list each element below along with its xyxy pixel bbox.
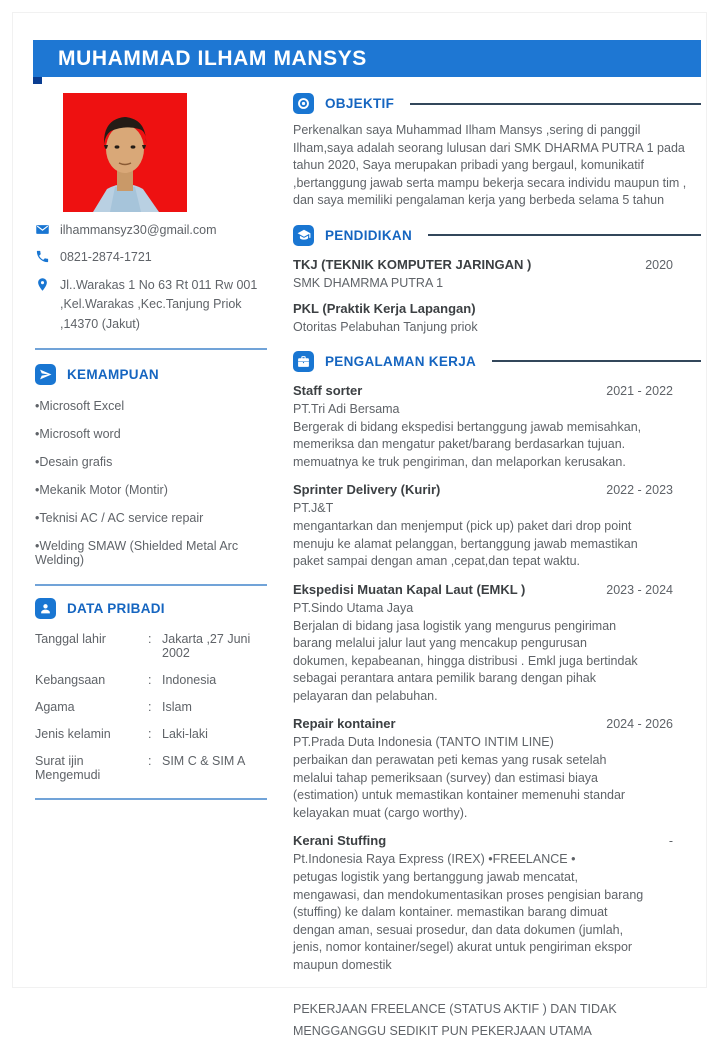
section-rule [492, 360, 701, 362]
personal-row [35, 632, 267, 660]
job-company: Pt.Indonesia Raya Express (IREX) •FREELANCE • [293, 852, 576, 866]
personal-label: Kebangsaan [35, 672, 106, 687]
email-value: ilhammansyz30@gmail.com [60, 223, 217, 237]
skills-section-title: KEMAMPUAN [67, 366, 159, 382]
personal-value: Jakarta ,27 Juni 2002 [162, 631, 251, 660]
location-pin-icon [35, 277, 50, 292]
address-value: Jl..Warakas 1 No 63 Rt 011 Rw 001 ,Kel.Warakas ,Kec.Tanjung Priok ,14370 (Jakut) [60, 277, 258, 331]
contact-phone-row [35, 248, 267, 267]
contact-block [35, 221, 267, 334]
skill-item: •Microsoft word [35, 426, 121, 441]
job-company: PT.Sindo Utama Jaya [293, 600, 414, 615]
personal-label: Jenis kelamin [35, 726, 111, 741]
left-column [35, 93, 267, 800]
personal-row [35, 727, 267, 741]
colon: : [148, 753, 152, 768]
skill-item: •Microsoft Excel [35, 398, 125, 413]
colon: : [148, 672, 152, 687]
divider [35, 798, 267, 800]
personal-label: Agama [35, 699, 75, 714]
personal-label: Tanggal lahir [35, 631, 106, 646]
job-description: Bergerak di bidang ekspedisi bertanggung jawab memisahkan, memeriksa dan mengatur paket/barang berdasarkan tujuan. memuatnya ke truk pengiriman, dan melaporkan kerusakan. [293, 419, 642, 469]
envelope-icon [35, 222, 50, 237]
divider [35, 348, 267, 350]
personal-value: Laki-laki [162, 726, 208, 741]
skill-item: •Desain grafis [35, 454, 113, 469]
page-title: MUHAMMAD ILHAM MANSYS [58, 46, 367, 70]
job-description: perbaikan dan perawatan peti kemas yang rusak setelah melalui tahap pemeriksaan (survey) dan estimasi biaya (estimation) untuk memastikan kontainer memenuhi standar kelayakan muat (cargo worthy). [293, 753, 626, 820]
job-company: PT.J&T [293, 501, 334, 515]
personal-row [35, 700, 267, 714]
job-entry [293, 582, 703, 706]
freelance-note-line1: PEKERJAAN FREELANCE (STATUS AKTIF ) DAN TIDAK [293, 1002, 617, 1016]
experience-section-title: PENGALAMAN KERJA [325, 353, 477, 369]
colon: : [148, 726, 152, 741]
skills-section-header [35, 364, 267, 385]
objective-section-title: OBJEKTIF [325, 96, 395, 111]
section-rule [410, 103, 701, 105]
job-period: 2024 - 2026 [606, 717, 673, 731]
objective-text: Perkenalkan saya Muhammad Ilham Mansys ,sering di panggil Ilham,saya adalah seorang lulusan dari SMK DHARMA PUTRA 1 pada tahun 2020, Saya merupakan pribadi yang bergaul, komunikatif ,bertanggung jawab serta mampu bekerja secara individu maupun tim , dan saya memiliki pengalaman kerja yang berbeda selama 5 tahun [293, 123, 687, 207]
job-entry [293, 833, 703, 974]
education-section-title: PENDIDIKAN [325, 227, 413, 243]
paper-plane-icon [35, 364, 56, 385]
education-year: 2020 [645, 257, 673, 272]
job-role: Ekspedisi Muatan Kapal Laut (EMKL ) [293, 581, 526, 597]
personal-label: Surat ijin Mengemudi [35, 753, 101, 782]
experience-section-header [293, 351, 703, 372]
personal-row [35, 754, 267, 782]
header-ribbon-fold [33, 77, 42, 84]
education-entry [293, 257, 703, 290]
job-period: 2023 - 2024 [606, 582, 673, 597]
header-bar [33, 40, 701, 77]
personal-value: Indonesia [162, 672, 217, 687]
job-entry [293, 482, 703, 571]
job-entry [293, 383, 703, 472]
job-company: PT.Prada Duta Indonesia (TANTO INTIM LINE) [293, 735, 554, 749]
job-period: 2021 - 2022 [606, 383, 673, 398]
job-entry [293, 716, 703, 822]
skill-item: •Mekanik Motor (Montir) [35, 482, 168, 497]
education-school: Otoritas Pelabuhan Tanjung priok [293, 319, 478, 334]
colon: : [148, 631, 152, 646]
skill-item: •Teknisi AC / AC service repair [35, 510, 204, 525]
job-role: Sprinter Delivery (Kurir) [293, 482, 441, 497]
right-column [293, 93, 703, 1042]
phone-value: 0821-2874-1721 [60, 250, 152, 265]
job-period: - [668, 834, 673, 848]
section-rule [428, 234, 701, 236]
education-school: SMK DHAMRMA PUTRA 1 [293, 275, 444, 290]
briefcase-icon [293, 351, 314, 372]
target-icon [293, 93, 314, 114]
education-section-header [293, 225, 703, 246]
job-description: mengantarkan dan menjemput (pick up) paket dari drop point menuju ke alamat pelanggan, bertanggung jawab memastikan paket sampai dengan aman ,cepat,dan tepat waktu. [293, 519, 638, 568]
job-role: Staff sorter [293, 382, 363, 398]
job-role: Repair kontainer [293, 716, 396, 731]
divider [35, 584, 267, 586]
job-company: PT.Tri Adi Bersama [293, 401, 400, 416]
phone-icon [35, 249, 50, 264]
job-description: petugas logistik yang bertanggung jawab mencatat, mengawasi, dan mendokumentasikan proses pengisian barang (stuffing) ke dalam kontainer. memastikan barang dimuat dengan aman, sesuai prosedur, dan data dokumen (jumlah, jenis, nomor kontainer/segel) akurat untuk pengiriman ekspor maupun domestik [293, 870, 644, 972]
personal-value: SIM C & SIM A [162, 753, 246, 768]
freelance-note [293, 998, 703, 1042]
personal-section-header [35, 598, 267, 619]
graduation-cap-icon [293, 225, 314, 246]
personal-section-title: DATA PRIBADI [67, 600, 165, 616]
contact-email-row [35, 221, 267, 240]
job-period: 2022 - 2023 [606, 483, 673, 497]
education-entry [293, 301, 703, 334]
profile-photo [63, 93, 187, 212]
job-role: Kerani Stuffing [293, 833, 387, 848]
person-icon [35, 598, 56, 619]
personal-value: Islam [162, 699, 192, 714]
contact-address-row [35, 276, 267, 334]
colon: : [148, 699, 152, 714]
education-degree: PKL (Praktik Kerja Lapangan) [293, 300, 476, 316]
freelance-note-line2: MENGGANGGU SEDIKIT PUN PEKERJAAN UTAMA [293, 1024, 592, 1038]
education-degree: TKJ (TEKNIK KOMPUTER JARINGAN ) [293, 256, 532, 272]
job-description: Berjalan di bidang jasa logistik yang mengurus pengiriman barang melalui jalur laut yang mencakup pengurusan dokumen, kepabeanan, hingga distribusi . Emkl juga bertindak sebagai perantara antara pemilik barang dengan pihak pelayaran dan pelabuhan. [293, 618, 638, 703]
skill-item: •Welding SMAW (Shielded Metal Arc Welding) [35, 538, 239, 567]
personal-row [35, 673, 267, 687]
objective-section-header [293, 93, 703, 114]
